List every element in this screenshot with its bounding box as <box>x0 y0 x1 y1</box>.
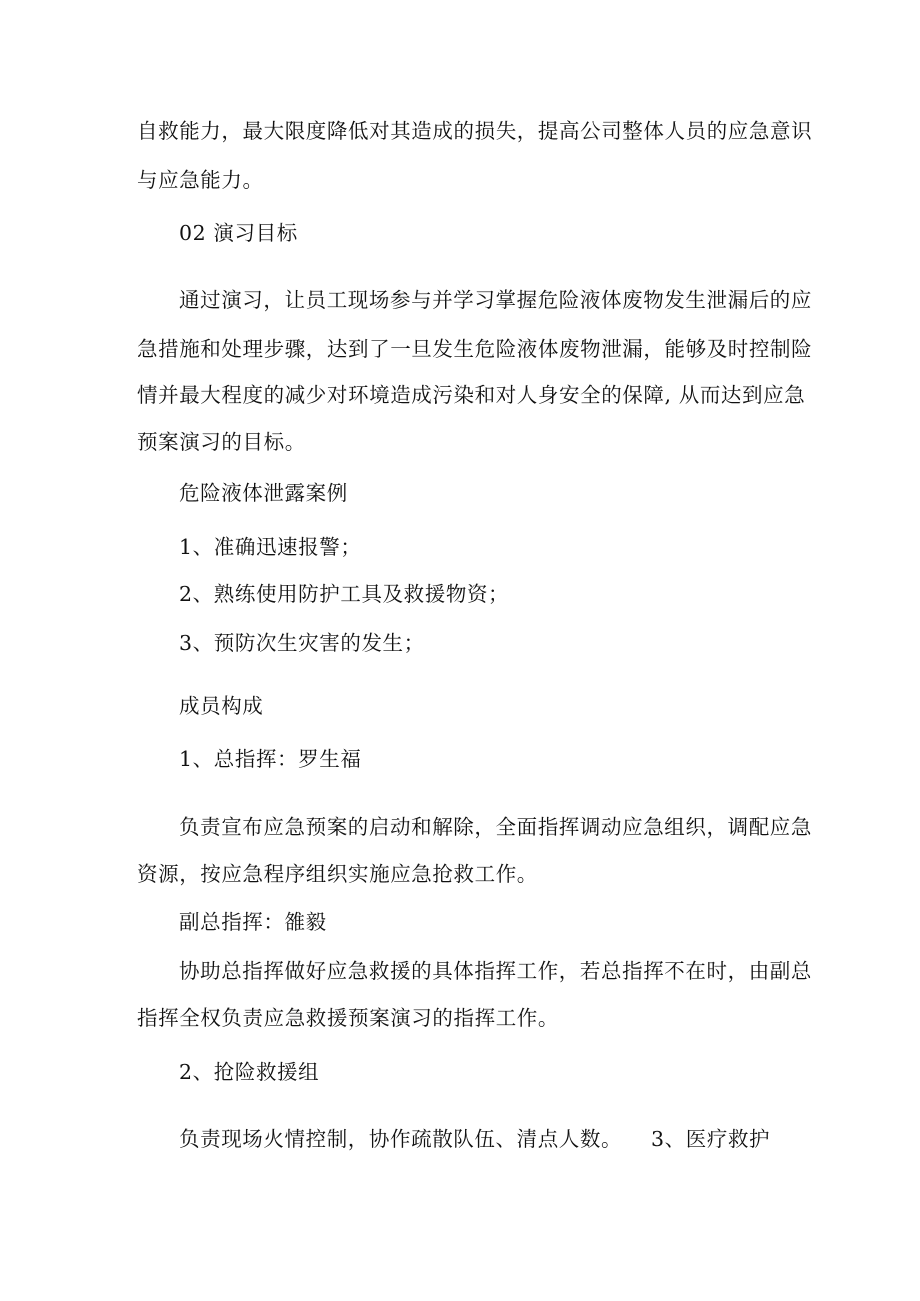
goal-line-2: 急措施和处理步骤，达到了一旦发生危险液体废物泄漏，能够及时控制险 <box>137 337 813 361</box>
commander: 1、总指挥：罗生福 <box>179 747 362 771</box>
deputy-commander: 副总指挥：雒毅 <box>179 910 327 934</box>
case-item-2: 2、熟练使用防护工具及救援物资； <box>179 582 510 606</box>
medical-group: 3、医疗救护 <box>651 1127 771 1151</box>
intro-line-1: 自救能力，最大限度降低对其造成的损失，提高公司整体人员的应急意识 <box>137 119 813 143</box>
heading-goal: 02 演习目标 <box>179 221 298 245</box>
case-item-3: 3、预防次生灾害的发生； <box>179 631 425 655</box>
intro-line-2: 与应急能力。 <box>137 168 264 192</box>
heading-members: 成员构成 <box>179 694 264 718</box>
goal-line-3: 情并最大程度的减少对环境造成污染和对人身安全的保障, 从而达到应急 <box>137 383 806 407</box>
case-item-1: 1、准确迅速报警； <box>179 535 362 559</box>
rescue-group: 2、抢险救援组 <box>179 1060 320 1084</box>
goal-line-4: 预案演习的目标。 <box>137 430 306 454</box>
heading-case: 危险液体泄露案例 <box>179 481 348 505</box>
goal-line-1: 通过演习，让员工现场参与并学习掌握危险液体废物发生泄漏后的应 <box>179 288 812 312</box>
deputy-duty-line-1: 协助总指挥做好应急救援的具体指挥工作，若总指挥不在时，由副总 <box>179 959 812 983</box>
rescue-duty: 负责现场火情控制，协作疏散队伍、清点人数。 <box>179 1127 623 1151</box>
commander-duty-line-2: 资源，按应急程序组织实施应急抢救工作。 <box>137 862 538 886</box>
deputy-duty-line-2: 指挥全权负责应急救援预案演习的指挥工作。 <box>137 1006 559 1030</box>
commander-duty-line-1: 负责宣布应急预案的启动和解除，全面指挥调动应急组织，调配应急 <box>179 815 812 839</box>
